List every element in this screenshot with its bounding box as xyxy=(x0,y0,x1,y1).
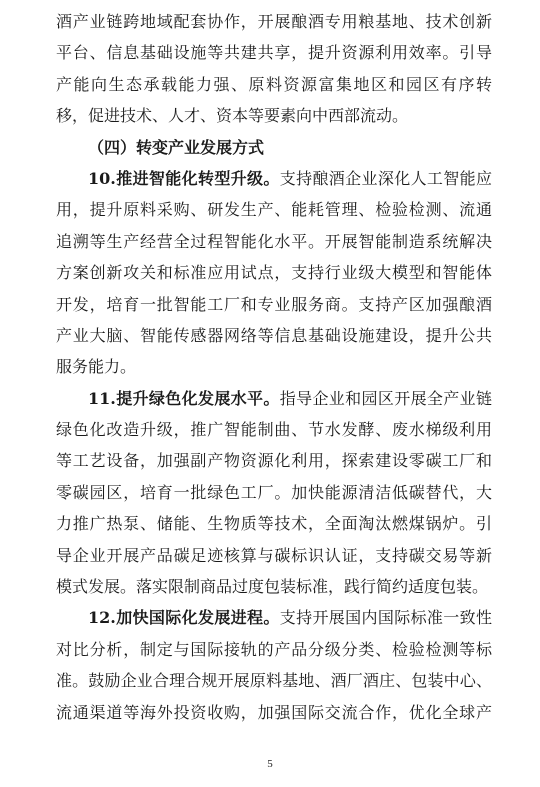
text-line: 服务能力。 xyxy=(56,357,137,377)
text-line: 流通渠道等海外投资收购，加强国际交流合作，优化全球产 xyxy=(56,702,492,722)
document-body xyxy=(56,6,492,728)
text-line: 力推广热泵、储能、生物质等技术，全面淘汰燃煤锅炉。引 xyxy=(56,514,492,534)
text-line: 等工艺设备，加强副产物资源化利用，探索建设零碳工厂和 xyxy=(56,451,492,471)
text-line: 方案创新攻关和标准应用试点，支持行业级大模型和智能体 xyxy=(56,263,492,283)
paragraph-first-line xyxy=(56,602,492,633)
item-text: 支持酿酒企业深化人工智能应 xyxy=(279,168,492,188)
text-line: 追溯等生产经营全过程智能化水平。开展智能制造系统解决 xyxy=(56,231,492,251)
text-line: 产能向生态承载能力强、原料资源富集地区和园区有序转 xyxy=(56,74,492,94)
text-line: 酒产业链跨地域配套协作，开展酿酒专用粮基地、技术创新 xyxy=(56,12,492,31)
item-text: 支持开展国内国际标准一致性 xyxy=(279,608,492,628)
text-line: 绿色化改造升级，推广智能制曲、节水发酵、废水梯级利用 xyxy=(56,420,492,440)
item-title: 11.提升绿色化发展水平。 xyxy=(88,388,280,408)
item-text: 指导企业和园区开展全产业链 xyxy=(279,388,492,408)
text-line: 对比分析，制定与国际接轨的产品分级分类、检验检测等标 xyxy=(56,639,492,659)
text-line: 平台、信息基础设施等共建共享，提升资源利用效率。引导 xyxy=(56,43,492,63)
text-line: 导企业开展产品碳足迹核算与碳标识认证，支持碳交易等新 xyxy=(56,545,492,565)
section-heading: （四）转变产业发展方式 xyxy=(88,137,265,157)
text-line: 准。鼓励企业合理合规开展原料基地、酒厂酒庄、包装中心、 xyxy=(56,671,492,691)
item-title: 12.加快国际化发展进程。 xyxy=(88,608,280,628)
text-line: 开发，培育一批智能工厂和专业服务商。支持产区加强酿酒 xyxy=(56,294,492,314)
page-number: 5 xyxy=(267,758,273,770)
text-line: 模式发展。落实限制商品过度包装标准，践行简约适度包装。 xyxy=(56,577,489,597)
text-line: 零碳园区，培育一批绿色工厂。加快能源清洁低碳替代，大 xyxy=(56,482,492,502)
paragraph-first-line xyxy=(56,163,492,194)
text-line: 产业大脑、智能传感器网络等信息基础设施建设，提升公共 xyxy=(56,325,492,345)
paragraph-first-line xyxy=(56,383,492,414)
text-line: 用，提升原料采购、研发生产、能耗管理、检验检测、流通 xyxy=(56,200,492,220)
text-line: 移，促进技术、人才、资本等要素向中西部流动。 xyxy=(56,106,409,126)
item-title: 10.推进智能化转型升级。 xyxy=(88,168,280,188)
